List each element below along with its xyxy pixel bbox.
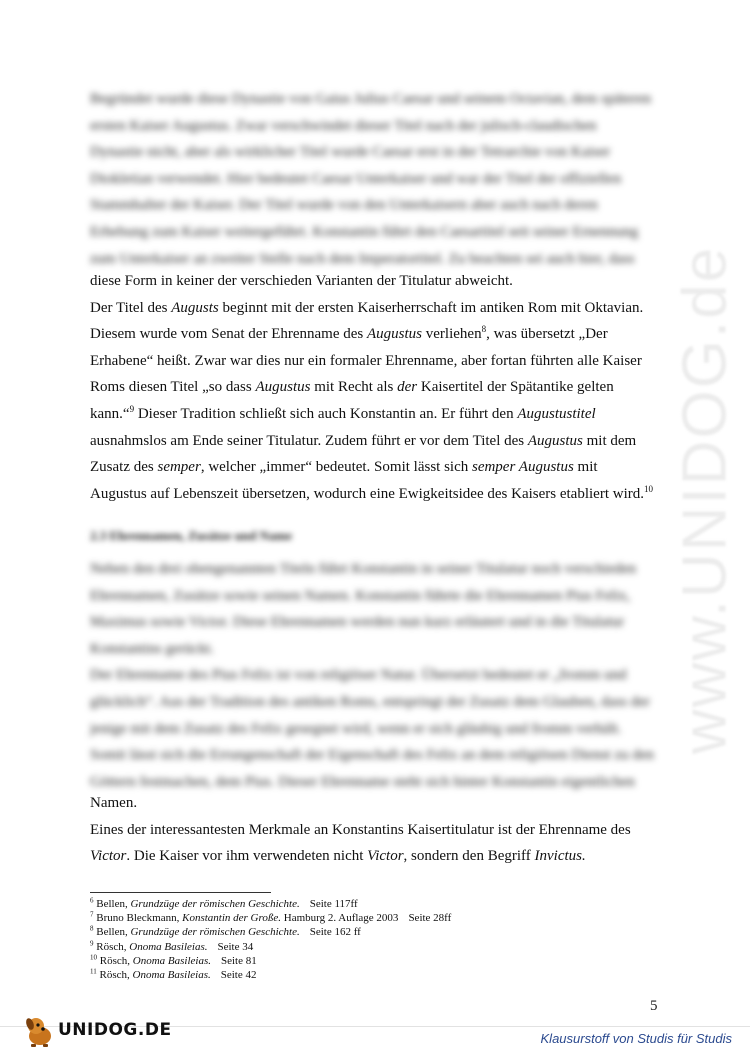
blurred-line: ersten Kaiser Augustus. Zwar verschwindet dieser Titel nach der julisch-claudischen bbox=[90, 117, 597, 134]
text-line: Victor. Die Kaiser vor ihm verwendeten nicht Victor, sondern den Begriff Invictus. bbox=[90, 848, 586, 865]
blurred-line: Maximus sowie Victor. Diese Ehrennamen werden nun kurz erläutert und in die Titulatur bbox=[90, 614, 625, 631]
footnote: $^9$ Rösch, Onoma Basileias. Seite 34 bbox=[90, 938, 254, 953]
blurred-line: Neben den drei obengenannten Titeln führt Konstantin in seiner Titulatur noch verschieden bbox=[90, 561, 637, 577]
footnote-separator bbox=[90, 892, 271, 893]
blurred-line: Somit lässt sich die Errungenschaft der Eigenschaft des Felix an dem religiösen Dienst zu den bbox=[90, 747, 655, 764]
footnote: $^8$ Bellen, Grundzüge der römischen Geschichte. Seite 162 ff bbox=[90, 924, 361, 939]
blurred-paragraph-2 bbox=[90, 556, 658, 795]
watermark-text: www.UNIDOG.de bbox=[670, 245, 740, 755]
blurred-line: zum Unterkaiser an zweiter Stelle nach dem Imperatortitel. Zu beachten sei auch hier, dass bbox=[90, 250, 635, 267]
blurred-line: jenige mit dem Zusatz des Felix gesegnet wird, wenn er sich gläubig und fromm verhält. bbox=[90, 720, 622, 737]
page-number: 5 bbox=[650, 998, 658, 1014]
text-line: Erhabene“ heißt. Zwar war dies nur ein formaler Ehrenname, aber fortan führten alle Kaiser bbox=[90, 352, 642, 369]
text-line: Augustus auf Lebenszeit übersetzen, wodurch eine Ewigkeitsidee des Kaisers etabliert wird.$^{10}$ bbox=[90, 483, 653, 502]
blurred-line: Der Ehrenname des Pius Felix ist von religiöser Natur. Übersetzt bedeutet er „fromm und bbox=[90, 667, 627, 684]
footnote: $^6$ Bellen, Grundzüge der römischen Geschichte. Seite 117ff bbox=[90, 896, 358, 910]
text-line: Eines der interessantesten Merkmale an Konstantins Kaisertitulatur ist der Ehrenname des bbox=[90, 821, 631, 838]
blurred-line: Diokletian verwendet. Hier bedeutet Caesar Unterkaiser und war der Titel der offiziellen bbox=[90, 170, 622, 187]
blurred-paragraph-1 bbox=[90, 86, 658, 272]
blurred-line: Ehrennamen, Zusätze sowie seinen Namen. Konstantin führte die Ehrennamen Pius Felix, bbox=[90, 587, 631, 604]
blurred-line: glücklich“. Aus der Tradition des antiken Roms, entspringt der Zusatz dem Glauben, dass der bbox=[90, 693, 650, 710]
victor-paragraph bbox=[90, 790, 662, 870]
footnote: $^7$ Bruno Bleckmann, Konstantin der Große. Hamburg 2. Auflage 2003 Seite 28ff bbox=[90, 910, 452, 925]
text-line: ausnahmslos am Ende seiner Titulatur. Zudem führt er vor dem Titel des Augustus mit dem bbox=[90, 432, 637, 449]
footnote-ref: 10 bbox=[643, 483, 653, 494]
text-line: Der Titel des Augusts beginnt mit der ersten Kaiserherrschaft im antiken Rom mit Oktavian. bbox=[90, 299, 644, 316]
footnote: $^{11}$ Rösch, Onoma Basileias. Seite 42 bbox=[90, 967, 257, 982]
text-line: Diesem wurde vom Senat der Ehrenname des Augustus verliehen$^8$, was übersetzt „Der bbox=[90, 324, 608, 343]
footer-tagline: Klausurstoff von Studis für Studis bbox=[540, 1031, 732, 1046]
blurred-line: Göttern festmachen, dem Pius. Dieser Ehrenname steht sich hinter Konstantin eigentlichen bbox=[90, 773, 635, 790]
blurred-line: Begründet wurde diese Dynastie von Gaius Julius Caesar und seinem Octavian, dem späteren bbox=[90, 91, 652, 107]
text-line: Zusatz des semper, welcher „immer“ bedeutet. Somit lässt sich semper Augustus mit bbox=[90, 459, 598, 476]
text-line: Namen. bbox=[90, 795, 138, 811]
logo-text: UNIDOG.DE bbox=[58, 1020, 172, 1040]
dog-icon bbox=[22, 1014, 58, 1048]
footnote-ref: 8 bbox=[481, 324, 487, 335]
blurred-line: Erhebung zum Kaiser weitergeführt. Konstantin führt den Caesartitel seit seiner Ernennung bbox=[90, 223, 639, 240]
blurred-line: Konstantins gerückt. bbox=[90, 640, 215, 657]
section-heading: 2.3 Ehrennamen, Zusätze und Name bbox=[90, 528, 293, 543]
footnote: $^{10}$ Rösch, Onoma Basileias. Seite 81 bbox=[90, 953, 257, 967]
text-line: diese Form in keiner der verschieden Varianten der Titulatur abweicht. bbox=[90, 273, 513, 289]
text-line: Roms diesen Titel „so dass Augustus mit Recht als der Kaisertitel der Spätantike gelten bbox=[90, 379, 614, 396]
blurred-line: Stammhalter der Kaiser. Der Titel wurde von den Unterkaisern aber auch nach deren bbox=[90, 197, 598, 214]
augustus-paragraph bbox=[90, 268, 662, 507]
blurred-line: Dynastie nicht, aber als wirklicher Titel wurde Caesar erst in der Tetrarchie von Kaiser bbox=[90, 144, 611, 161]
footnote-ref: 9 bbox=[129, 403, 135, 414]
text-line: kann.“$^9$ Dieser Tradition schließt sich auch Konstantin an. Er führt den Augustustitel bbox=[90, 403, 596, 422]
watermark bbox=[660, 245, 750, 755]
unidog-logo[interactable] bbox=[22, 1014, 172, 1048]
footnotes bbox=[90, 897, 650, 982]
